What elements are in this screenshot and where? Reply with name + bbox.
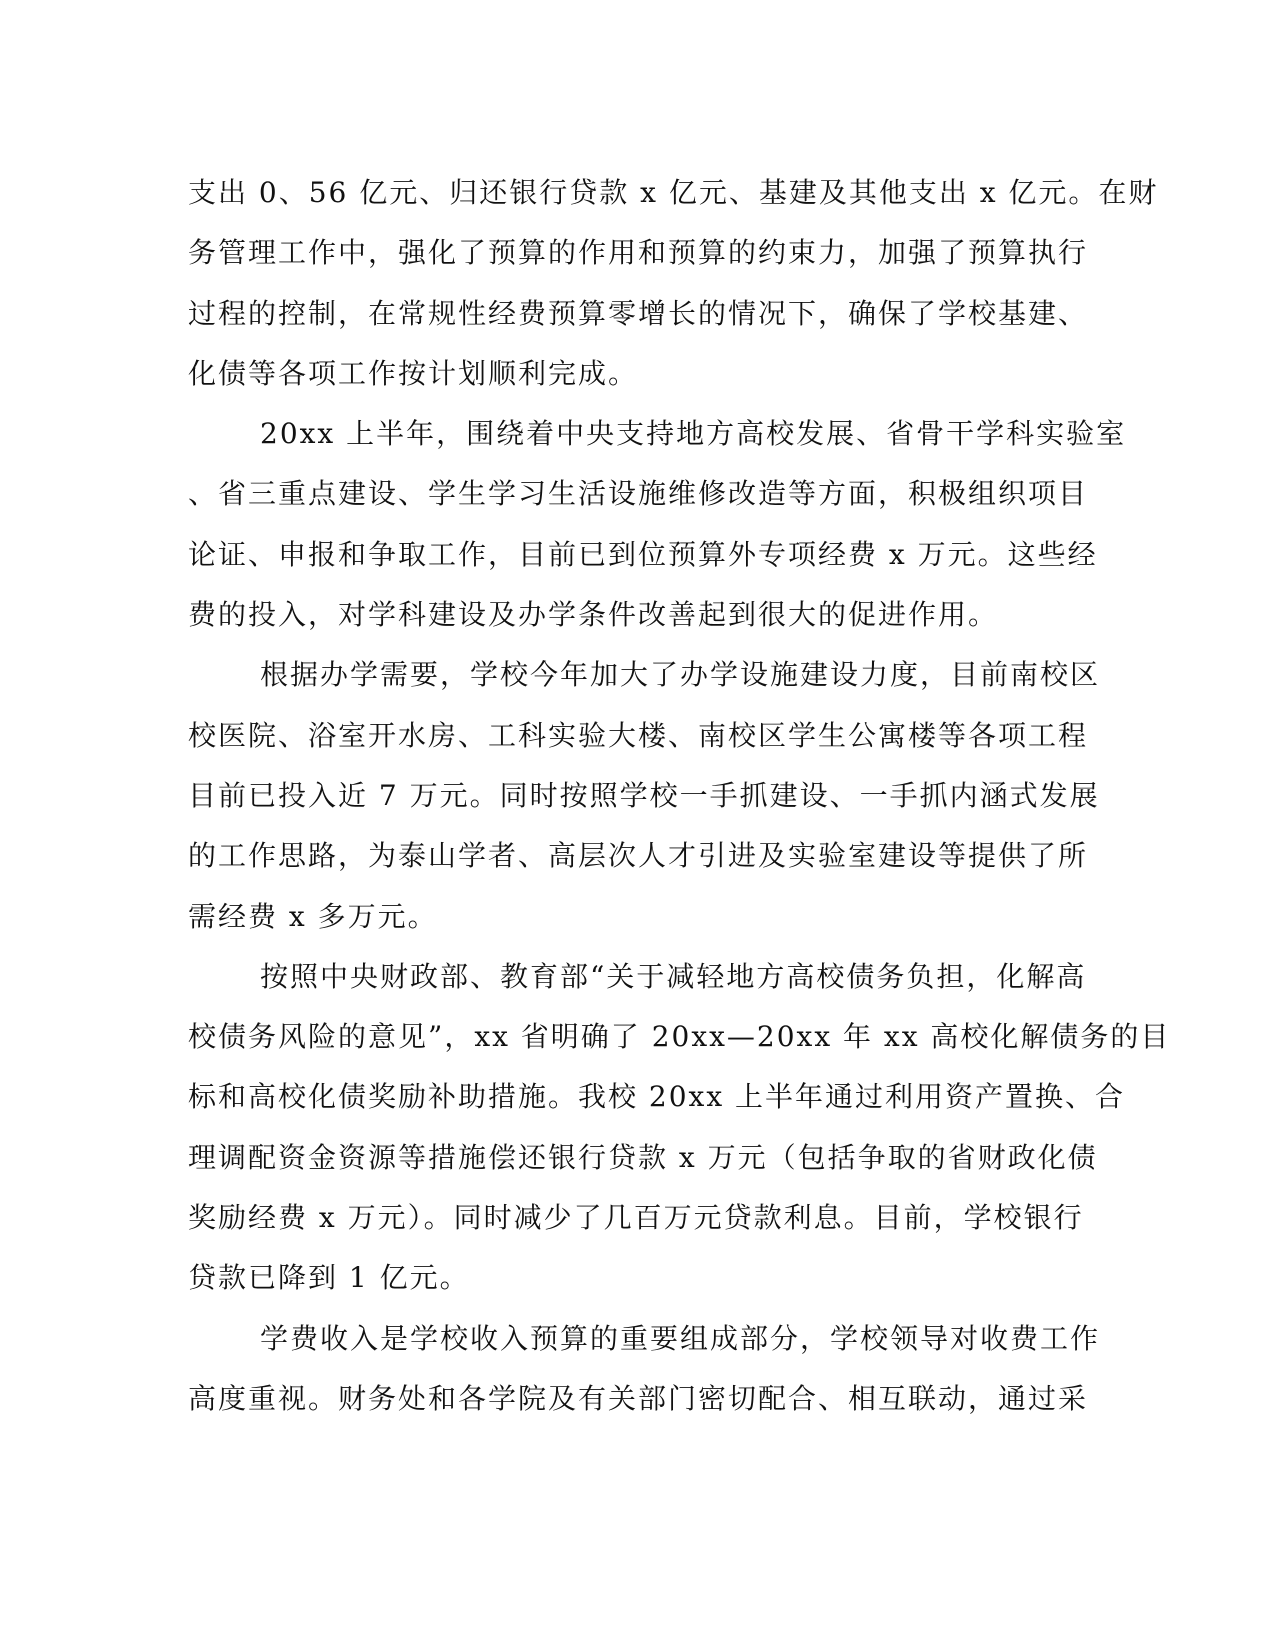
text-line: 标和高校化债奖励补助措施。我校 20xx 上半年通过利用资产置换、合 — [188, 1080, 1126, 1114]
text-line: 奖励经费 x 万元）。同时减少了几百万元贷款利息。目前，学校银行 — [188, 1201, 1084, 1235]
text-line: 论证、申报和争取工作，目前已到位预算外专项经费 x 万元。这些经 — [188, 537, 1098, 571]
text-line: 理调配资金资源等措施偿还银行贷款 x 万元（包括争取的省财政化债 — [188, 1140, 1098, 1174]
text-line: 、省三重点建设、学生学习生活设施维修改造等方面，积极组织项目 — [188, 477, 1089, 511]
text-line: 过程的控制，在常规性经费预算零增长的情况下，确保了学校基建、 — [188, 296, 1089, 330]
text-line: 支出 0、56 亿元、归还银行贷款 x 亿元、基建及其他支出 x 亿元。在财 — [188, 176, 1159, 209]
text-line: 目前已投入近 7 万元。同时按照学校一手抓建设、一手抓内涵式发展 — [188, 778, 1100, 812]
text-line: 校医院、浴室开水房、工科实验大楼、南校区学生公寓楼等各项工程 — [188, 718, 1089, 752]
text-line: 务管理工作中，强化了预算的作用和预算的约束力，加强了预算执行 — [188, 236, 1089, 270]
text-line: 化债等各项工作按计划顺利完成。 — [188, 356, 639, 390]
text-line: 高度重视。财务处和各学院及有关部门密切配合、相互联动，通过采 — [188, 1381, 1089, 1415]
body-text — [188, 163, 1171, 1429]
paragraph-first-line: 学费收入是学校收入预算的重要组成部分，学校领导对收费工作 — [260, 1321, 1101, 1355]
text-line: 费的投入，对学科建设及办学条件改善起到很大的促进作用。 — [188, 598, 999, 632]
paragraph-first-line: 根据办学需要，学校今年加大了办学设施建设力度，目前南校区 — [260, 658, 1101, 692]
text-line: 校债务风险的意见”，xx 省明确了 20xx—20xx 年 xx 高校化解债务的目 — [188, 1020, 1171, 1054]
text-line: 的工作思路，为泰山学者、高层次人才引进及实验室建设等提供了所 — [188, 839, 1089, 873]
text-line: 需经费 x 多万元。 — [188, 899, 438, 933]
paragraph-first-line: 按照中央财政部、教育部“关于减轻地方高校债务负担，化解高 — [260, 959, 1087, 993]
paragraph-first-line: 20xx 上半年，围绕着中央支持地方高校发展、省骨干学科实验室 — [260, 417, 1127, 451]
text-line: 贷款已降到 1 亿元。 — [188, 1261, 470, 1295]
